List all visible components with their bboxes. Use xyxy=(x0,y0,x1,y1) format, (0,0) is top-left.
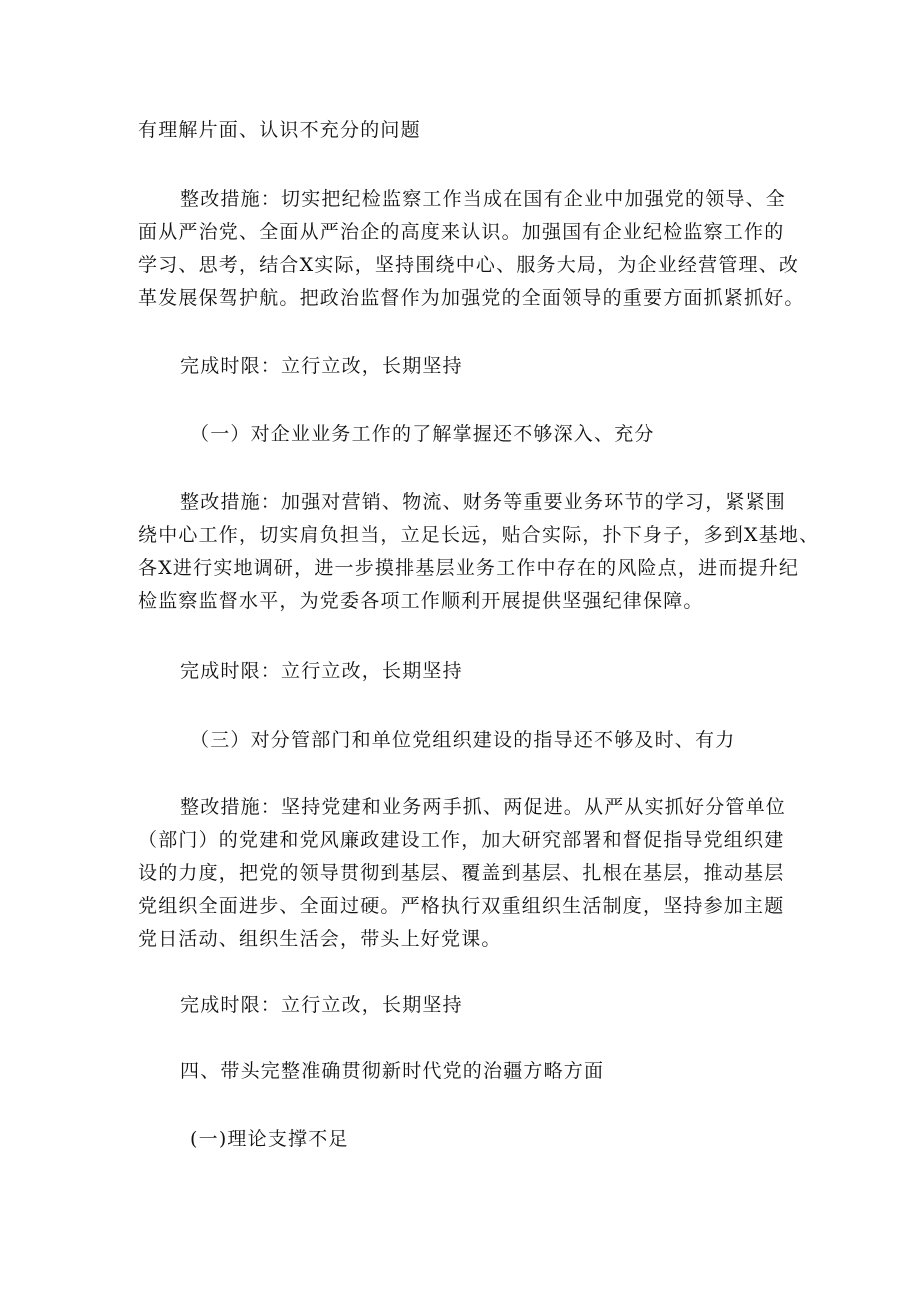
paragraph-deadline-3 xyxy=(138,989,798,1022)
subheading-item-1 xyxy=(138,418,798,451)
text-line: 检监察监督水平，为党委各项工作顺利开展提供坚强纪律保障。 xyxy=(138,590,704,612)
paragraph-rectification-measures-3 xyxy=(138,791,798,956)
text-line: 有理解片面、认识不充分的问题 xyxy=(138,119,421,141)
text-line: 面从严治党、全面从严治企的高度来认识。加强国有企业纪检监察工作的 xyxy=(138,221,785,243)
text-line: 完成时限：立行立改，长期坚持 xyxy=(180,660,463,682)
text-line: 整改措施：加强对营销、物流、财务等重要业务环节的学习，紧紧围 xyxy=(180,491,787,513)
text-line: （一）对企业业务工作的了解掌握还不够深入、充分 xyxy=(190,423,655,445)
paragraph-deadline-2 xyxy=(138,655,798,688)
paragraph-rectification-measures-1 xyxy=(138,183,805,315)
text-line: 完成时限：立行立改，长期坚持 xyxy=(180,994,463,1016)
text-line: 绕中心工作，切实肩负担当，立足长远，贴合实际，扑下身子，多到X基地、 xyxy=(138,524,820,546)
text-line: 党组织全面进步、全面过硬。严格执行双重组织生活制度，坚持参加主题 xyxy=(138,895,785,917)
subheading-item-3 xyxy=(138,724,798,757)
text-line: 学习、思考，结合X实际，坚持围绕中心、服务大局，为企业经营管理、改 xyxy=(138,254,800,276)
text-line: 革发展保驾护航。把政治监督作为加强党的全面领导的重要方面抓紧抓好。 xyxy=(138,287,805,309)
text-line: （三）对分管部门和单位党组织建设的指导还不够及时、有力 xyxy=(190,729,736,751)
paragraph-deadline-1 xyxy=(138,350,798,383)
text-line: 各X进行实地调研，进一步摸排基层业务工作中存在的风险点，进而提升纪 xyxy=(138,557,800,579)
text-line: 整改措施：切实把纪检监察工作当成在国有企业中加强党的领导、全 xyxy=(180,188,787,210)
text-line: 党日活动、组织生活会，带头上好党课。 xyxy=(138,928,502,950)
text-line: 四、带头完整准确贯彻新时代党的治疆方略方面 xyxy=(180,1060,605,1082)
text-line: (一)理论支撑不足 xyxy=(190,1128,349,1150)
text-line: 设的力度，把党的领导贯彻到基层、覆盖到基层、扎根在基层，推动基层 xyxy=(138,862,785,884)
subheading-theory-support xyxy=(138,1123,798,1156)
paragraph-continuation xyxy=(138,114,798,147)
text-line: 完成时限：立行立改，长期坚持 xyxy=(180,355,463,377)
paragraph-rectification-measures-2 xyxy=(138,486,820,618)
section-heading-four xyxy=(138,1055,798,1088)
text-line: （部门）的党建和党风廉政建设工作，加大研究部署和督促指导党组织建 xyxy=(138,829,785,851)
text-line: 整改措施：坚持党建和业务两手抓、两促进。从严从实抓好分管单位 xyxy=(180,796,787,818)
